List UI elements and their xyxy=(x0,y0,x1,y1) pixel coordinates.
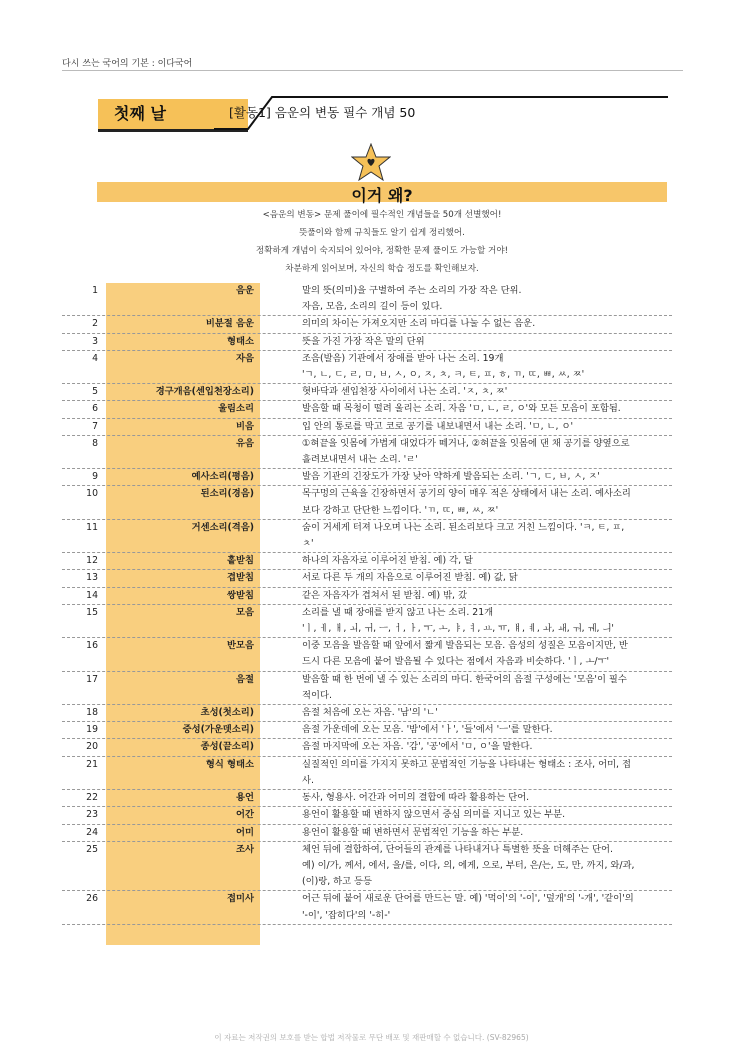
table-row xyxy=(62,486,672,519)
definition xyxy=(302,705,672,721)
definition-line: 같은 자음자가 겹쳐서 된 받침. 예) 밖, 갔 xyxy=(302,589,467,601)
definition-line: 입 안의 통로를 막고 코로 공기를 내보내면서 내는 소리. 'ㅁ, ㄴ, ㅇ' xyxy=(302,420,574,432)
definition xyxy=(302,757,672,789)
definition xyxy=(302,638,672,670)
intro-line: 차분하게 읽어보며, 자신의 학습 정도를 확인해보자. xyxy=(285,264,479,274)
definition-line: (이)랑, 하고 등등 xyxy=(302,876,373,888)
definition xyxy=(302,722,672,738)
term-label: 중성(가운뎃소리) xyxy=(182,724,254,736)
table-row xyxy=(62,401,672,418)
definition xyxy=(302,588,672,604)
definition xyxy=(302,570,672,586)
intro-line: 뜻풀이와 함께 규칙들도 알기 쉽게 정리했어. xyxy=(299,228,465,238)
definition-line: 동사, 형용사. 어간과 어미의 결합에 따라 활용하는 단어. xyxy=(302,792,530,804)
definition-line: 사. xyxy=(302,774,314,786)
table-row xyxy=(62,419,672,436)
table-row xyxy=(62,553,672,570)
row-number: 16 xyxy=(86,640,98,652)
table-row xyxy=(62,351,672,384)
table-row xyxy=(62,384,672,401)
definition-line: 보다 강하고 단단한 느낌이다. 'ㄲ, ㄸ, ㅃ, ㅆ, ㅉ' xyxy=(302,504,499,516)
term-label: 어미 xyxy=(236,826,254,838)
day-label: 첫째 날 xyxy=(114,104,166,123)
row-number: 7 xyxy=(92,420,98,432)
term-label: 초성(첫소리) xyxy=(200,707,254,719)
table-row xyxy=(62,469,672,486)
section-title: [활동1] 음운의 변동 필수 개념 50 xyxy=(229,105,416,120)
term-label: 조사 xyxy=(236,843,254,855)
term-label: 비분절 음운 xyxy=(205,318,254,330)
table-row xyxy=(62,588,672,605)
definition xyxy=(302,553,672,569)
definition xyxy=(302,384,672,400)
term-label: 용언 xyxy=(236,792,254,804)
definition-line: 이중 모음을 발음할 때 앞에서 짧게 발음되는 모음. 음성의 성질은 모음이지만, 반 xyxy=(302,640,628,652)
why-title: 이거 왜? xyxy=(351,186,413,205)
definition-line: 의미의 차이는 가져오지만 소리 마디를 나눌 수 없는 음운. xyxy=(302,318,536,330)
row-number: 23 xyxy=(86,809,98,821)
intro-line: <음운의 변동> 문제 풀이에 필수적인 개념들을 50개 선별했어! xyxy=(262,210,502,220)
definition xyxy=(302,842,672,891)
row-number: 17 xyxy=(86,673,98,685)
term-label: 유음 xyxy=(236,437,254,449)
definition-line: 적이다. xyxy=(302,689,332,701)
why-banner xyxy=(97,182,667,205)
row-number: 12 xyxy=(86,555,98,567)
table-row xyxy=(62,842,672,892)
definition xyxy=(302,316,672,332)
row-number: 14 xyxy=(86,589,98,601)
table-row xyxy=(62,316,672,333)
row-number: 13 xyxy=(86,572,98,584)
term-label: 자음 xyxy=(236,352,254,364)
running-head: 다시 쓰는 국어의 기본 : 이다국어 xyxy=(62,59,193,69)
table-row xyxy=(62,757,672,790)
term-label: 형태소 xyxy=(227,335,254,347)
definition-line: 하나의 자음자로 이루어진 받침. 예) 각, 달 xyxy=(302,555,473,567)
term-label: 형식 형태소 xyxy=(205,758,254,770)
definition xyxy=(302,351,672,383)
row-number: 5 xyxy=(92,386,98,398)
definition-line: 소리를 낼 때 장애를 받지 않고 나는 소리. 21개 xyxy=(302,606,494,618)
row-number: 22 xyxy=(86,792,98,804)
definition xyxy=(302,672,672,704)
definition xyxy=(302,486,672,518)
definition xyxy=(302,825,672,841)
day-header xyxy=(64,93,668,129)
definition xyxy=(302,891,672,923)
definition-line: 용언이 활용할 때 변하지 않으면서 중심 의미를 지니고 있는 부분. xyxy=(302,809,566,821)
row-number: 2 xyxy=(92,318,98,330)
definition-line: 자음, 모음, 소리의 길이 등이 있다. xyxy=(302,301,443,313)
row-number: 18 xyxy=(86,707,98,719)
definition xyxy=(302,334,672,350)
table-row xyxy=(62,722,672,739)
row-number: 1 xyxy=(92,285,98,296)
definition-line: 뜻을 가진 가장 작은 말의 단위 xyxy=(302,335,425,347)
table-row xyxy=(62,739,672,756)
definition-line: ㅊ' xyxy=(302,538,314,550)
table-row xyxy=(62,520,672,553)
definition-line: 발음 기관의 긴장도가 가장 낮아 약하게 발음되는 소리. 'ㄱ, ㄷ, ㅂ, ㅅ, ㅈ' xyxy=(302,471,600,483)
term-label: 된소리(경음) xyxy=(200,488,254,500)
term-label: 모음 xyxy=(236,606,254,618)
term-label: 음운 xyxy=(236,285,254,296)
row-number: 25 xyxy=(86,843,98,855)
definition xyxy=(302,401,672,417)
definition xyxy=(302,283,672,315)
copyright-footer: 이 자료는 저작권의 보호를 받는 합법 저작물로 무단 배포 및 재판매할 수 없습니다. (SV-82965) xyxy=(214,1033,529,1042)
definition-line: 'ㅣ, ㅔ, ㅐ, ㅚ, ㅟ, ㅡ, ㅓ, ㅏ, ㅜ, ㅗ, ㅑ, ㅕ, ㅛ, ㅠ, ㅒ, ㅖ, ㅘ, ㅙ, ㅝ, ㅞ, ㅢ' xyxy=(302,623,614,635)
definition xyxy=(302,436,672,468)
table-row xyxy=(62,790,672,807)
definition-line: 발음할 때 한 번에 낼 수 있는 소리의 마디. 한국어의 음절 구성에는 '모음'이 필수 xyxy=(302,673,627,685)
table-row xyxy=(62,283,672,316)
table-row xyxy=(62,638,672,671)
term-label: 반모음 xyxy=(227,640,254,652)
row-number: 20 xyxy=(86,741,98,753)
definition-line: 음절 처음에 오는 자음. '남'의 'ㄴ' xyxy=(302,707,438,719)
row-number: 10 xyxy=(86,488,98,500)
definition xyxy=(302,807,672,823)
definition-line: 조음(발음) 기관에서 장애를 받아 나는 소리. 19개 xyxy=(302,352,504,364)
definition xyxy=(302,520,672,552)
top-divider xyxy=(62,70,683,71)
definition-line: 음절 마지막에 오는 자음. '감', '공'에서 'ㅁ, ㅇ'을 말한다. xyxy=(302,741,533,753)
term-label: 쌍받침 xyxy=(227,589,254,601)
definition-line: 용언이 활용할 때 변하면서 문법적인 기능을 하는 부분. xyxy=(302,826,524,838)
row-number: 8 xyxy=(92,437,98,449)
table-row xyxy=(62,825,672,842)
definition-line: 음절 가운데에 오는 모음. '밤'에서 'ㅏ', '들'에서 'ㅡ'를 말한다. xyxy=(302,724,553,736)
row-number: 11 xyxy=(86,521,98,533)
row-number: 24 xyxy=(86,826,98,838)
row-number: 21 xyxy=(86,758,98,770)
term-label: 홑받침 xyxy=(227,555,254,567)
definition-line: 목구멍의 근육을 긴장하면서 공기의 양이 매우 적은 상태에서 내는 소리. 예사소리 xyxy=(302,488,631,500)
table-row xyxy=(62,672,672,705)
term-label: 거센소리(격음) xyxy=(191,521,254,533)
definition xyxy=(302,605,672,637)
term-label: 겹받침 xyxy=(227,572,254,584)
table-row xyxy=(62,705,672,722)
table-row xyxy=(62,605,672,638)
definition-line: 'ㄱ, ㄴ, ㄷ, ㄹ, ㅁ, ㅂ, ㅅ, ㅇ, ㅈ, ㅊ, ㅋ, ㅌ, ㅍ, ㅎ, ㄲ, ㄸ, ㅃ, ㅆ, ㅉ' xyxy=(302,369,585,381)
definition-line: 숨이 거세게 터져 나오며 나는 소리. 된소리보다 크고 거친 느낌이다. 'ㅋ, ㅌ, ㅍ, xyxy=(302,521,625,533)
table-row xyxy=(62,891,672,924)
definition-line: 드시 다른 모음에 붙어 발음될 수 있다는 점에서 자음과 비슷하다. 'ㅣ, ㅗ/ㅜ' xyxy=(302,656,610,668)
definition-line: 어근 뒤에 붙어 새로운 단어를 만드는 말. 예) '먹이'의 '-이', '덮개'의 '-개', '같이'의 xyxy=(302,893,634,905)
row-number: 9 xyxy=(92,471,98,483)
term-label: 예사소리(평음) xyxy=(191,471,254,483)
definition-line: 말의 뜻(의미)을 구별하여 주는 소리의 가장 작은 단위. xyxy=(302,285,522,296)
concept-table xyxy=(62,283,672,925)
row-number: 6 xyxy=(92,403,98,415)
term-label: 어간 xyxy=(236,809,254,821)
intro-text xyxy=(97,206,667,278)
intro-line: 정확하게 개념이 숙지되어 있어야, 정확한 문제 풀이도 가능할 거야! xyxy=(255,246,509,256)
definition-line: 체언 뒤에 결합하여, 단어들의 관계를 나타내거나 특별한 뜻을 더해주는 단어. xyxy=(302,843,613,855)
row-number: 3 xyxy=(92,335,98,347)
definition-line: '-이', '잡히다'의 '-히-' xyxy=(302,909,391,921)
definition xyxy=(302,419,672,435)
row-number: 4 xyxy=(92,352,98,364)
table-row xyxy=(62,334,672,351)
row-number: 19 xyxy=(86,724,98,736)
definition xyxy=(302,739,672,755)
definition-line: 서로 다른 두 개의 자음으로 이루어진 받침. 예) 값, 닭 xyxy=(302,572,518,584)
table-row xyxy=(62,436,672,469)
definition-line: ①혀끝을 잇몸에 가볍게 대었다가 떼거나, ②혀끝을 잇몸에 댄 채 공기를 양옆으로 xyxy=(302,437,630,449)
term-label: 접미사 xyxy=(227,893,254,905)
definition-line: 발음할 때 목청이 떨려 울리는 소리. 자음 'ㅁ, ㄴ, ㄹ, ㅇ'와 모든 모음이 포함됨. xyxy=(302,403,621,415)
table-row xyxy=(62,807,672,824)
term-label: 음절 xyxy=(236,673,254,685)
term-label: 울림소리 xyxy=(218,403,254,415)
star-heart-icon xyxy=(351,143,391,181)
definition-line: 흘려보내면서 내는 소리. 'ㄹ' xyxy=(302,454,418,466)
term-label: 종성(끝소리) xyxy=(200,741,254,753)
term-label: 경구개음(센입천장소리) xyxy=(155,386,254,398)
row-number: 15 xyxy=(86,606,98,618)
definition-line: 혓바닥과 센입천장 사이에서 나는 소리. 'ㅈ, ㅊ, ㅉ' xyxy=(302,386,508,398)
definition-line: 예) 이/가, 께서, 에서, 을/를, 이다, 의, 에게, 으로, 부터, 은/는, 도, 만, 까지, 와/과, xyxy=(302,859,635,871)
table-row xyxy=(62,570,672,587)
definition xyxy=(302,790,672,806)
definition-line: 실질적인 의미를 가지지 못하고 문법적인 기능을 나타내는 형태소 : 조사, 어미, 접 xyxy=(302,758,631,770)
definition xyxy=(302,469,672,485)
term-label: 비음 xyxy=(236,420,254,432)
row-number: 26 xyxy=(86,893,98,905)
